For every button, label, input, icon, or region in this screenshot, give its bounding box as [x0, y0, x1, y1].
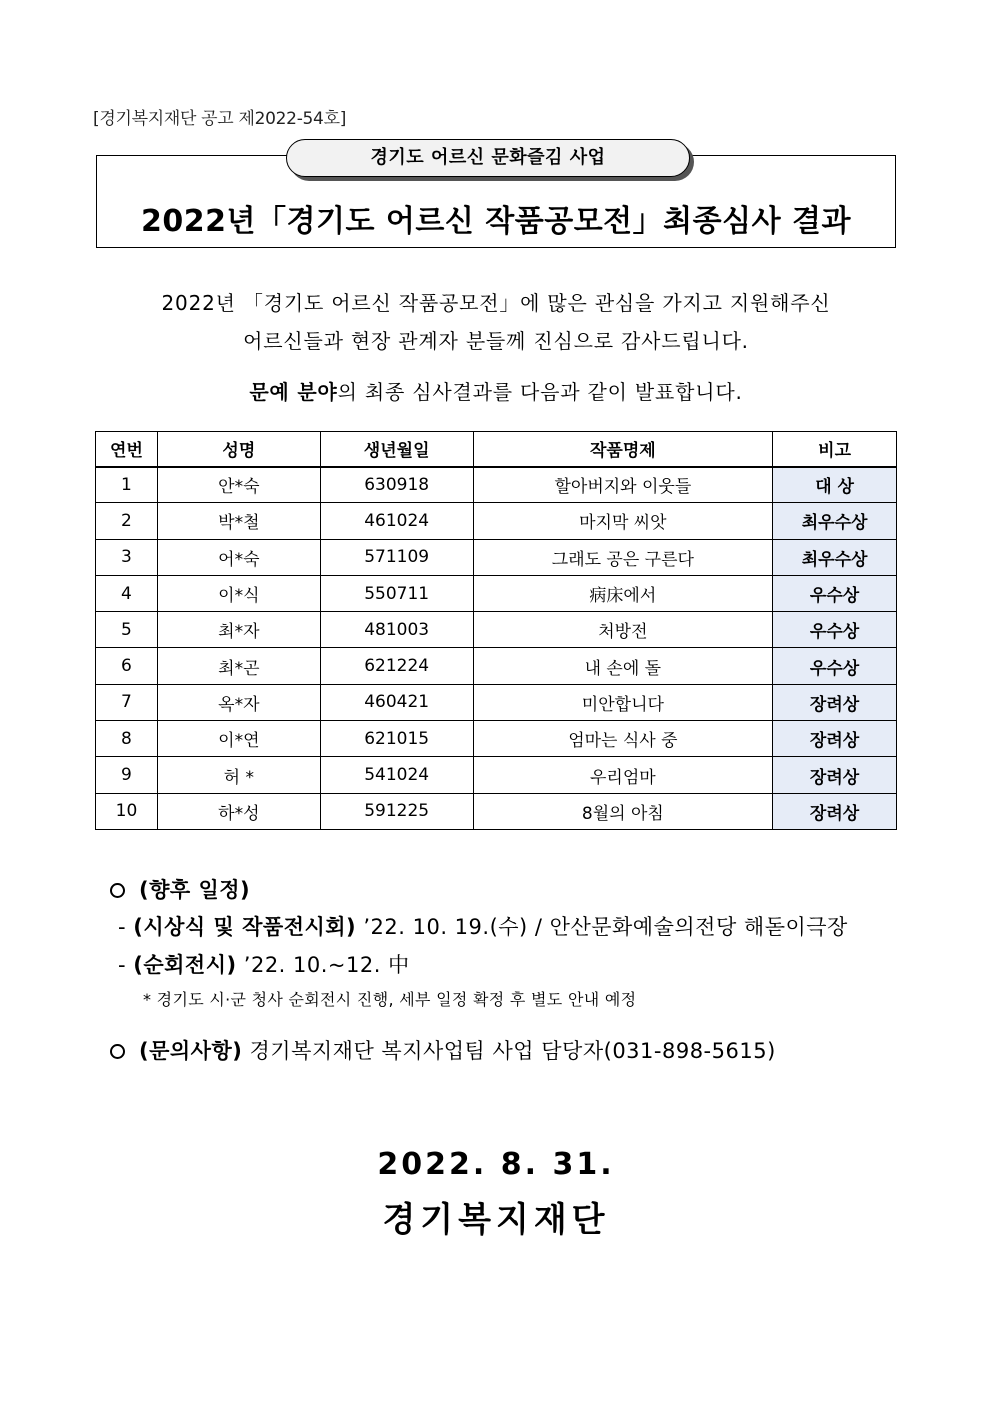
ceremony-label: (시상식 및 작품전시회)	[133, 915, 357, 939]
table-row	[96, 503, 897, 539]
schedule-item-ceremony: - (시상식 및 작품전시회) ’22. 10. 19.(수) / 안산문화예술의전당 해돋이극장	[118, 915, 848, 939]
tour-text: ’22. 10.~12. 中	[236, 953, 410, 977]
intro-line-3-rest: 의 최종 심사결과를 다음과 같이 발표합니다.	[337, 380, 743, 404]
header-title: 작품명제	[473, 432, 773, 467]
cell-name: 안*숙	[157, 467, 320, 503]
intro-line-2: 어르신들과 현장 관계자 분들께 진심으로 감사드립니다.	[243, 329, 749, 353]
cell-no: 1	[96, 467, 158, 503]
cell-name: 옥*자	[157, 684, 320, 720]
cell-name: 이*연	[157, 721, 320, 757]
cell-no: 3	[96, 539, 158, 575]
cell-birth: 630918	[320, 467, 473, 503]
table-row	[96, 757, 897, 793]
subtitle-pill: 경기도 어르신 문화즐김 사업	[286, 139, 690, 177]
cell-name: 박*철	[157, 503, 320, 539]
schedule-item-tour: - (순회전시) ’22. 10.~12. 中	[118, 953, 410, 977]
notice-number: [경기복지재단 공고 제2022-54호]	[93, 109, 347, 129]
cell-award: 우수상	[773, 648, 897, 684]
cell-no: 9	[96, 757, 158, 793]
table-row	[96, 575, 897, 611]
schedule-heading	[110, 874, 250, 904]
cell-award: 우수상	[773, 612, 897, 648]
table-row	[96, 721, 897, 757]
header-name: 성명	[157, 432, 320, 467]
cell-award: 장려상	[773, 757, 897, 793]
cell-birth: 460421	[320, 684, 473, 720]
cell-title: 내 손에 돌	[473, 648, 773, 684]
cell-no: 6	[96, 648, 158, 684]
cell-title: 엄마는 식사 중	[473, 721, 773, 757]
cell-name: 허 *	[157, 757, 320, 793]
table-header-row	[96, 432, 897, 467]
cell-no: 10	[96, 793, 158, 829]
cell-no: 7	[96, 684, 158, 720]
cell-name: 최*곤	[157, 648, 320, 684]
contact-line	[110, 1035, 776, 1065]
contact-label: (문의사항)	[139, 1039, 243, 1063]
cell-no: 5	[96, 612, 158, 648]
cell-award: 대 상	[773, 467, 897, 503]
cell-birth: 591225	[320, 793, 473, 829]
header-award: 비고	[773, 432, 897, 467]
table-row	[96, 539, 897, 575]
tour-label: (순회전시)	[133, 953, 237, 977]
cell-birth: 541024	[320, 757, 473, 793]
cell-name: 이*식	[157, 575, 320, 611]
cell-award: 우수상	[773, 575, 897, 611]
table-row	[96, 793, 897, 829]
announcement-date: 2022. 8. 31.	[377, 1147, 615, 1182]
schedule-heading-label: (향후 일정)	[139, 878, 251, 902]
cell-title: 8월의 아침	[473, 793, 773, 829]
cell-title: 할아버지와 이웃들	[473, 467, 773, 503]
cell-birth: 550711	[320, 575, 473, 611]
cell-title: 病床에서	[473, 575, 773, 611]
cell-no: 2	[96, 503, 158, 539]
cell-award: 최우수상	[773, 539, 897, 575]
cell-birth: 621015	[320, 721, 473, 757]
cell-award: 장려상	[773, 721, 897, 757]
table-row	[96, 684, 897, 720]
circle-bullet-icon	[110, 1044, 125, 1059]
cell-name: 하*성	[157, 793, 320, 829]
page-title: 2022년「경기도 어르신 작품공모전」최종심사 결과	[141, 204, 851, 239]
cell-title: 우리엄마	[473, 757, 773, 793]
cell-name: 어*숙	[157, 539, 320, 575]
cell-title: 그래도 공은 구른다	[473, 539, 773, 575]
circle-bullet-icon	[110, 883, 125, 898]
cell-name: 최*자	[157, 612, 320, 648]
table-row	[96, 467, 897, 503]
cell-award: 장려상	[773, 793, 897, 829]
intro-field-highlight: 문예 분야	[249, 380, 338, 404]
cell-birth: 461024	[320, 503, 473, 539]
cell-award: 장려상	[773, 684, 897, 720]
cell-no: 4	[96, 575, 158, 611]
contact-text: 경기복지재단 복지사업팀 사업 담당자(031-898-5615)	[242, 1039, 776, 1063]
cell-title: 미안합니다	[473, 684, 773, 720]
cell-title: 처방전	[473, 612, 773, 648]
intro-line-3	[96, 376, 896, 405]
table-row	[96, 612, 897, 648]
header-birth: 생년월일	[320, 432, 473, 467]
results-table	[95, 431, 897, 830]
schedule-note: * 경기도 시·군 청사 순회전시 진행, 세부 일정 확정 후 별도 안내 예정	[143, 990, 637, 1009]
table-row	[96, 648, 897, 684]
cell-no: 8	[96, 721, 158, 757]
ceremony-text: ’22. 10. 19.(수) / 안산문화예술의전당 해돋이극장	[356, 915, 848, 939]
cell-birth: 481003	[320, 612, 473, 648]
cell-title: 마지막 씨앗	[473, 503, 773, 539]
cell-award: 최우수상	[773, 503, 897, 539]
intro-line-1: 2022년 「경기도 어르신 작품공모전」에 많은 관심을 가지고 지원해주신	[161, 291, 831, 315]
cell-birth: 571109	[320, 539, 473, 575]
organization-name: 경기복지재단	[382, 1200, 610, 1240]
header-no: 연번	[96, 432, 158, 467]
cell-birth: 621224	[320, 648, 473, 684]
